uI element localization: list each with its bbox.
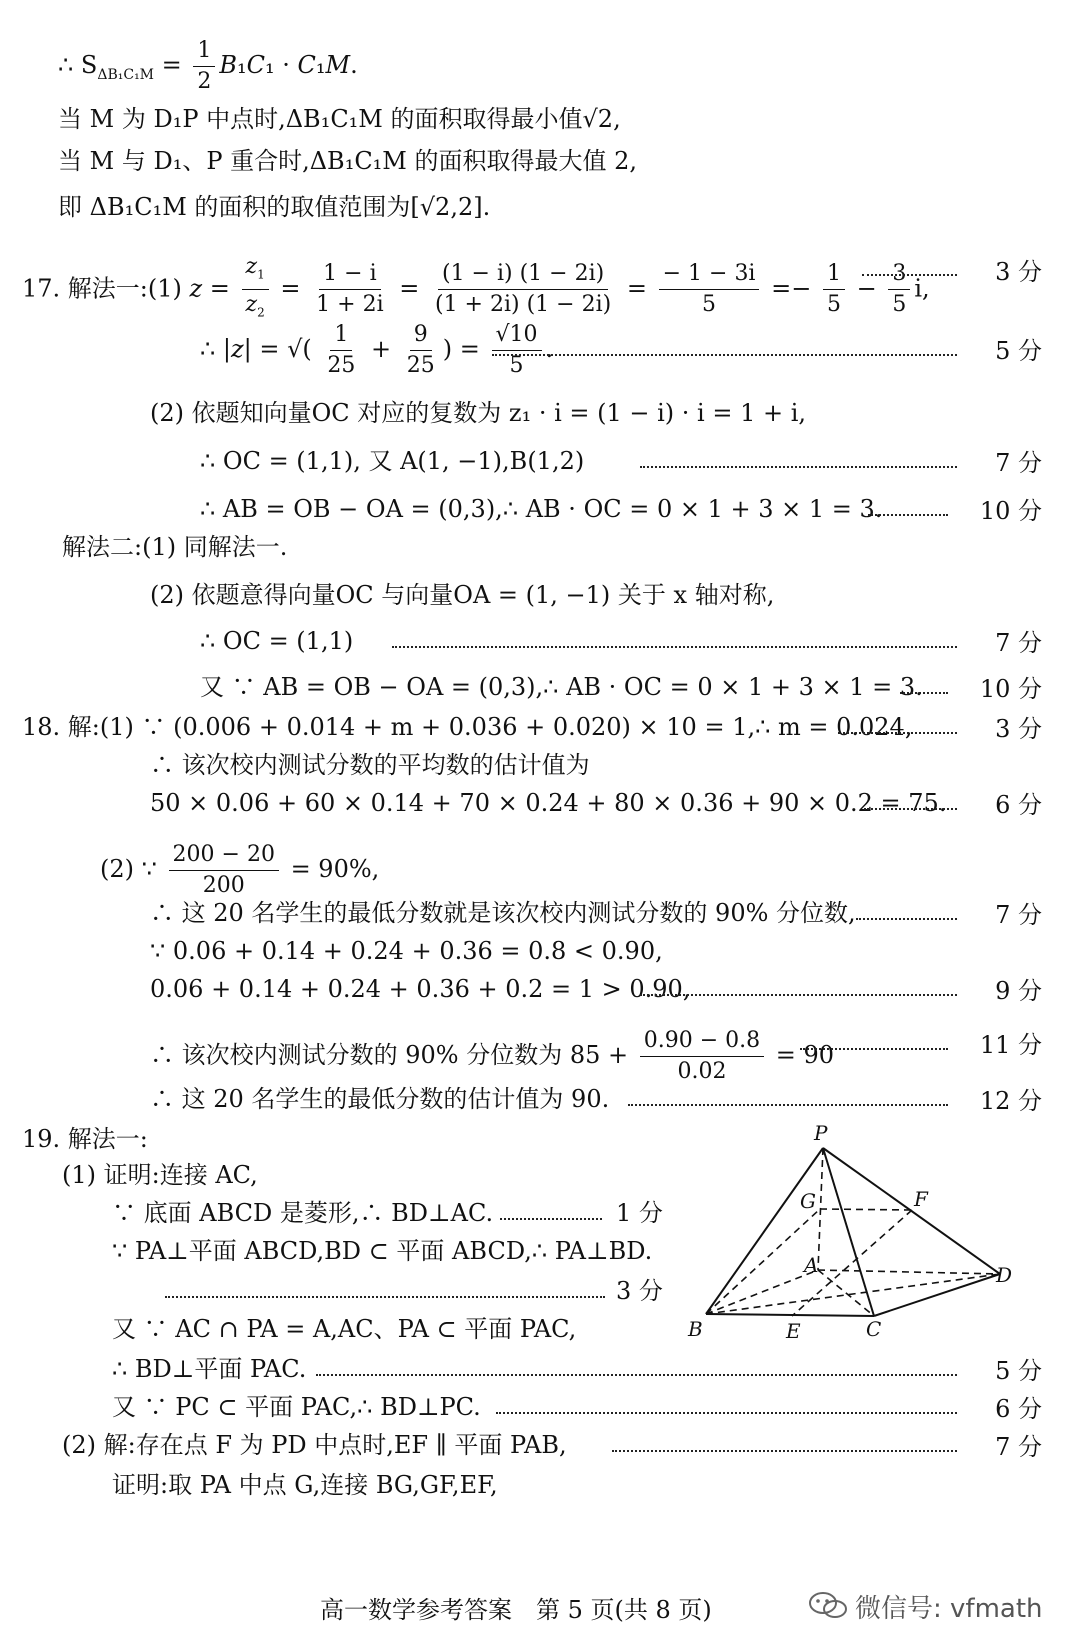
oc-vector-line: ∴ OC = (1,1), 又 A(1, −1),B(1,2) [200,447,585,475]
score-label: 7 分 [995,1433,1042,1461]
leader-dots [868,512,948,516]
leader-dots [640,992,957,996]
score-label: 1 分 [616,1199,663,1227]
leader-dots [500,1216,602,1220]
score-label: 3 分 [995,715,1042,743]
area-range-line: 即 ΔB₁C₁M 的面积的取值范围为[√2,2]. [58,193,491,221]
leader-dots [316,1372,957,1376]
root-fraction-3: $\frac{√10}{5}$ [492,322,542,379]
leader-dots [856,916,957,920]
max-area-line: 当 M 与 D₁、P 重合时,ΔB₁C₁M 的面积取得最大值 2, [58,147,638,175]
vertex-label-g: G [800,1189,816,1213]
min-area-line: 当 M 为 D₁P 中点时,ΔB₁C₁M 的面积取得最小值√2, [58,105,621,133]
leader-dots [900,690,948,694]
leader-dots [628,1102,948,1106]
root-fraction-2: $\frac{9}{25}$ [406,322,435,378]
score-label: 5 分 [995,337,1042,365]
score-label: 7 分 [995,901,1042,929]
cumulative-line-1: ∵ 0.06 + 0.14 + 0.24 + 0.36 = 0.8 < 0.90, [150,937,663,965]
score-label: 10 分 [979,497,1042,525]
vertex-label-p: P [814,1121,828,1145]
z-ratio-fraction: $\frac{z_1}{z_2}$ [242,254,269,326]
leader-dots [612,1448,957,1452]
page-footer: 高一数学参考答案 第 5 页(共 8 页) [320,1596,712,1624]
vertex-label-e: E [786,1319,801,1343]
bd-pc-line: 又 ∵ PC ⊂ 平面 PAC,∴ BD⊥PC. [112,1393,481,1421]
method-two-part2-line: (2) 依题意得向量OC 与向量OA = (1, −1) 关于 x 轴对称, [150,581,775,609]
fraction-4: $\frac{1}{5}$ [823,261,845,318]
q19-part1-line: (1) 证明:连接 AC, [62,1161,258,1189]
fraction-2: $\frac{(1 - i) (1 - 2i)}{(1 + 2i) (1 - 2i)}$ [434,261,612,318]
score-label: 7 分 [995,449,1042,477]
q18-part2-line: (2) ∵ $\frac{200 - 20}{200}$ = 90%, [100,842,380,898]
cumulative-line-2: 0.06 + 0.14 + 0.24 + 0.36 + 0.2 = 1 > 0.90, [150,975,691,1003]
mean-estimate-line: ∴ 该次校内测试分数的平均数的估计值为 [150,751,590,779]
vertex-label-f: F [914,1187,928,1211]
leader-dots [392,644,957,648]
score-label: 3 分 [616,1277,663,1305]
perpendicular-line: ∵ PA⊥平面 ABCD,BD ⊂ 平面 ABCD,∴ PA⊥BD. [112,1237,653,1265]
score-label: 6 分 [995,1395,1042,1423]
score-label: 3 分 [995,258,1042,286]
oc-vector-line-2: ∴ OC = (1,1) [200,627,354,655]
dot-product-line-2: 又 ∵ AB = OB − OA = (0,3),∴ AB · OC = 0 × 1 + 3 × 1 = 3. [200,673,923,701]
vertex-label-d: D [996,1263,1013,1287]
root-fraction-1: $\frac{1}{25}$ [327,322,356,378]
method-two-heading: 解法二:(1) 同解法一. [62,533,288,561]
score-label: 10 分 [979,675,1042,703]
vertex-label-a: A [804,1253,819,1277]
q17-part1-line: 17. 解法一:(1) z = $\frac{z_1}{z_2}$ = $\frac{1 - i}{1 + 2i}$ = $\frac{(1 - i) (1 - 2i)}{(1 + 2i) (1 - 2i)}$ = $\frac{- 1 - 3i}{5}$ =− $\frac{1}{5}$ − $\frac{3}{5}$ i, [22,254,930,326]
rhombus-line: ∵ 底面 ABCD 是菱形,∴ BD⊥AC. [112,1199,494,1227]
score-label: 9 分 [995,977,1042,1005]
modulus-line: ∴ |z| = √( $\frac{1}{25}$ + $\frac{9}{25}$ ) = $\frac{√10}{5}$ . [200,322,554,378]
score-label: 5 分 [995,1357,1042,1385]
q19-part2-line: (2) 解:存在点 F 为 PD 中点时,EF ∥ 平面 PAB, [62,1431,567,1459]
leader-dots [640,464,957,468]
percentile-fraction: $\frac{0.90 - 0.8}{0.02}$ [640,1028,764,1085]
area-formula-line: ∴ $S_{\Delta B_1C_1M}$ = $\frac{1}{2}$ B₁C₁ · C₁M. [58,38,358,94]
q18-part1-line: 18. 解:(1) ∵ (0.006 + 0.014 + m + 0.036 + 0.020) × 10 = 1,∴ m = 0.024, [22,713,913,741]
wechat-watermark: 微信号: vfmath [855,1594,1043,1624]
lowest-score-line: ∴ 这 20 名学生的最低分数的估计值为 90. [150,1085,610,1113]
percentile-line: ∴ 这 20 名学生的最低分数就是该次校内测试分数的 90% 分位数, [150,899,856,927]
q17-part2-line: (2) 依题知向量OC 对应的复数为 z₁ · i = (1 − i) · i = 1 + i, [150,399,807,427]
leader-dots [862,272,957,276]
dot-product-line: ∴ AB = OB − OA = (0,3),∴ AB · OC = 0 × 1 + 3 × 1 = 3. [200,495,883,523]
wechat-icon [808,1590,848,1620]
pyramid-figure [680,1120,1020,1350]
mean-calculation-line: 50 × 0.06 + 60 × 0.14 + 70 × 0.24 + 80 × 0.36 + 90 × 0.2 = 75. [150,789,947,817]
vertex-label-b: B [688,1317,703,1341]
score-label: 11 分 [979,1031,1042,1059]
leader-dots [838,730,957,734]
score-label: 7 分 [995,629,1042,657]
leader-dots [496,1410,957,1414]
leader-dots [864,806,957,810]
percent-fraction: $\frac{200 - 20}{200}$ [169,842,279,899]
leader-dots [492,352,957,356]
half-fraction: $\frac{1}{2}$ [193,38,215,95]
fraction-3: $\frac{- 1 - 3i}{5}$ [659,261,760,318]
q19-heading: 19. 解法一: [22,1125,148,1153]
leader-dots [165,1294,605,1298]
bd-perp-line: ∴ BD⊥平面 PAC. [112,1355,307,1383]
fraction-5: $\frac{3}{5}$ [888,261,910,318]
percentile-value-line: ∴ 该次校内测试分数的 90% 分位数为 85 + $\frac{0.90 - 0.8}{0.02}$ = 90 [150,1028,835,1084]
intersection-line: 又 ∵ AC ∩ PA = A,AC、PA ⊂ 平面 PAC, [112,1315,577,1343]
score-label: 6 分 [995,791,1042,819]
leader-dots [800,1046,948,1050]
score-label: 12 分 [979,1087,1042,1115]
fraction-1: $\frac{1 - i}{1 + 2i}$ [316,261,384,318]
proof-line: 证明:取 PA 中点 G,连接 BG,GF,EF, [112,1471,498,1499]
vertex-label-c: C [866,1317,882,1341]
